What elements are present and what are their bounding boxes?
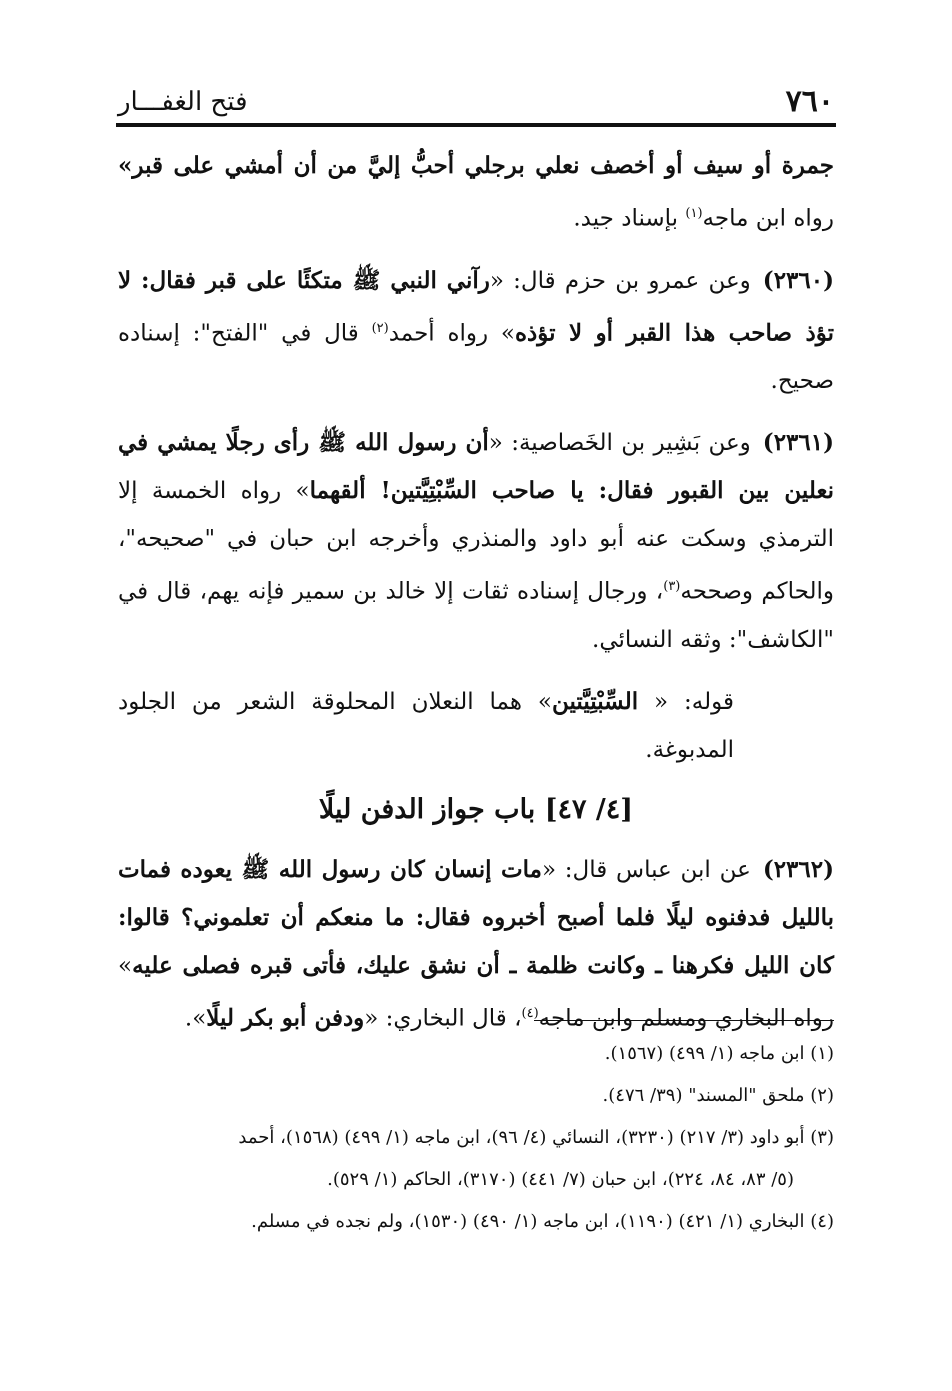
text-segment: ». — [184, 1005, 207, 1032]
text-segment: عن ابن عباس قال: « — [541, 856, 751, 883]
text-segment: بإسناد جيد. — [573, 205, 686, 232]
footnote: (١) ابن ماجه (١/ ٤٩٩) (١٥٦٧). — [604, 1043, 834, 1064]
footnote-ref: (٢) — [371, 320, 389, 336]
text-segment: ، قال البخاري: « — [364, 1005, 522, 1032]
explanatory-note — [118, 678, 834, 774]
footnote: (٥/ ٨٣، ٨٤، ٢٢٤)، ابن حبان (٧/ ٤٤١) (٣١٧٠)، الحاكم (١/ ٥٢٩). — [327, 1169, 794, 1190]
chapter-title: [٤/ ٤٧] باب جواز الدفن ليلًا — [318, 793, 634, 825]
text-segment: » هما النعلان المحلوقة الشعر من الجلود المدبوغة. — [118, 688, 734, 763]
main-text — [118, 142, 834, 1057]
hadith-2362 — [118, 846, 834, 1043]
footnote-rule — [534, 1020, 834, 1021]
hadith-number: (٢٣٦٢) — [762, 855, 835, 883]
text-segment: جمرة أو سيف أو أخصف نعلي برجلي أحبُّ إليَّ من أن أمشي على قبر» — [118, 152, 834, 179]
text-segment: رآني النبي ﷺ متكئًا على قبر فقال: لا تؤذ صاحب هذا القبر أو لا تؤذه — [118, 266, 834, 347]
footnote-ref: (٣) — [663, 579, 681, 595]
text-segment: وعن عمرو بن حزم قال: « — [489, 267, 751, 294]
footnote-ref: (١) — [685, 206, 703, 221]
hadith-2360 — [118, 257, 834, 406]
text-segment: السِّبْتِيَّتين — [551, 687, 639, 715]
text-segment: مات إنسان كان رسول الله ﷺ يعوده فمات بالليل فدفنوه ليلًا فلما أصبح أخبروه فقال: ما منعكم أن تعلموني؟ قالوا: كان الليل فكرهنا ـ وكانت ظلمة ـ أن نشق عليك، فأتى قبره فصلى عليه — [118, 855, 834, 979]
page-header — [118, 78, 834, 122]
text-segment: » رواه أحمد — [388, 320, 515, 347]
book-title: فتح الغفـــار — [118, 87, 248, 117]
hadith-2361 — [118, 419, 834, 664]
header-rule — [116, 123, 836, 127]
text-segment: قال في "الفتح": إسناده صحيح. — [118, 320, 834, 395]
text-segment: » رواه الخمسة إلا الترمذي وسكت عنه أبو داود والمنذري وأخرجه ابن حبان في "صحيحه"، والحاكم وصححه — [118, 478, 834, 605]
paragraph — [118, 142, 834, 243]
page-number: ٧٦٠ — [785, 84, 834, 119]
hadith-number: (٢٣٦٠) — [762, 266, 834, 294]
hadith-number: (٢٣٦١) — [762, 429, 834, 457]
text-segment: ودفن أبو بكر ليلًا — [206, 1004, 365, 1032]
text-segment: ، ورجال إسناده ثقات إلا خالد بن سمير فإنه يهم، قال في "الكاشف": وثقه النسائي. — [118, 578, 834, 653]
footnote: (٣) أبو داود (٣/ ٢١٧) (٣٢٣٠)، النسائي (٤/ ٩٦)، ابن ماجه (١/ ٤٩٩) (١٥٦٨)، أحمد — [238, 1127, 834, 1148]
text-segment: أن رسول الله ﷺ رأى رجلًا يمشي في نعلين بين القبور فقال: يا صاحب السِّبْتِيَّتين! ألقهما — [118, 429, 834, 505]
text-segment: قوله: « — [638, 688, 734, 715]
footnote: (٢) ملحق "المسند" (٣٩/ ٤٧٦). — [602, 1085, 834, 1106]
footnote: (٤) البخاري (١/ ٤٢١) (١١٩٠)، ابن ماجه (١/ ٤٩٠) (١٥٣٠)، ولم نجده في مسلم. — [251, 1211, 834, 1232]
footnotes — [118, 1036, 834, 1246]
text-segment: وعن بَشِير بن الخَصاصية: « — [488, 430, 751, 457]
text-segment: » رواه البخاري ومسلم وابن ماجه — [118, 952, 834, 1032]
text-segment: رواه ابن ماجه — [702, 205, 834, 232]
footnote-ref: (٤) — [521, 1005, 539, 1021]
